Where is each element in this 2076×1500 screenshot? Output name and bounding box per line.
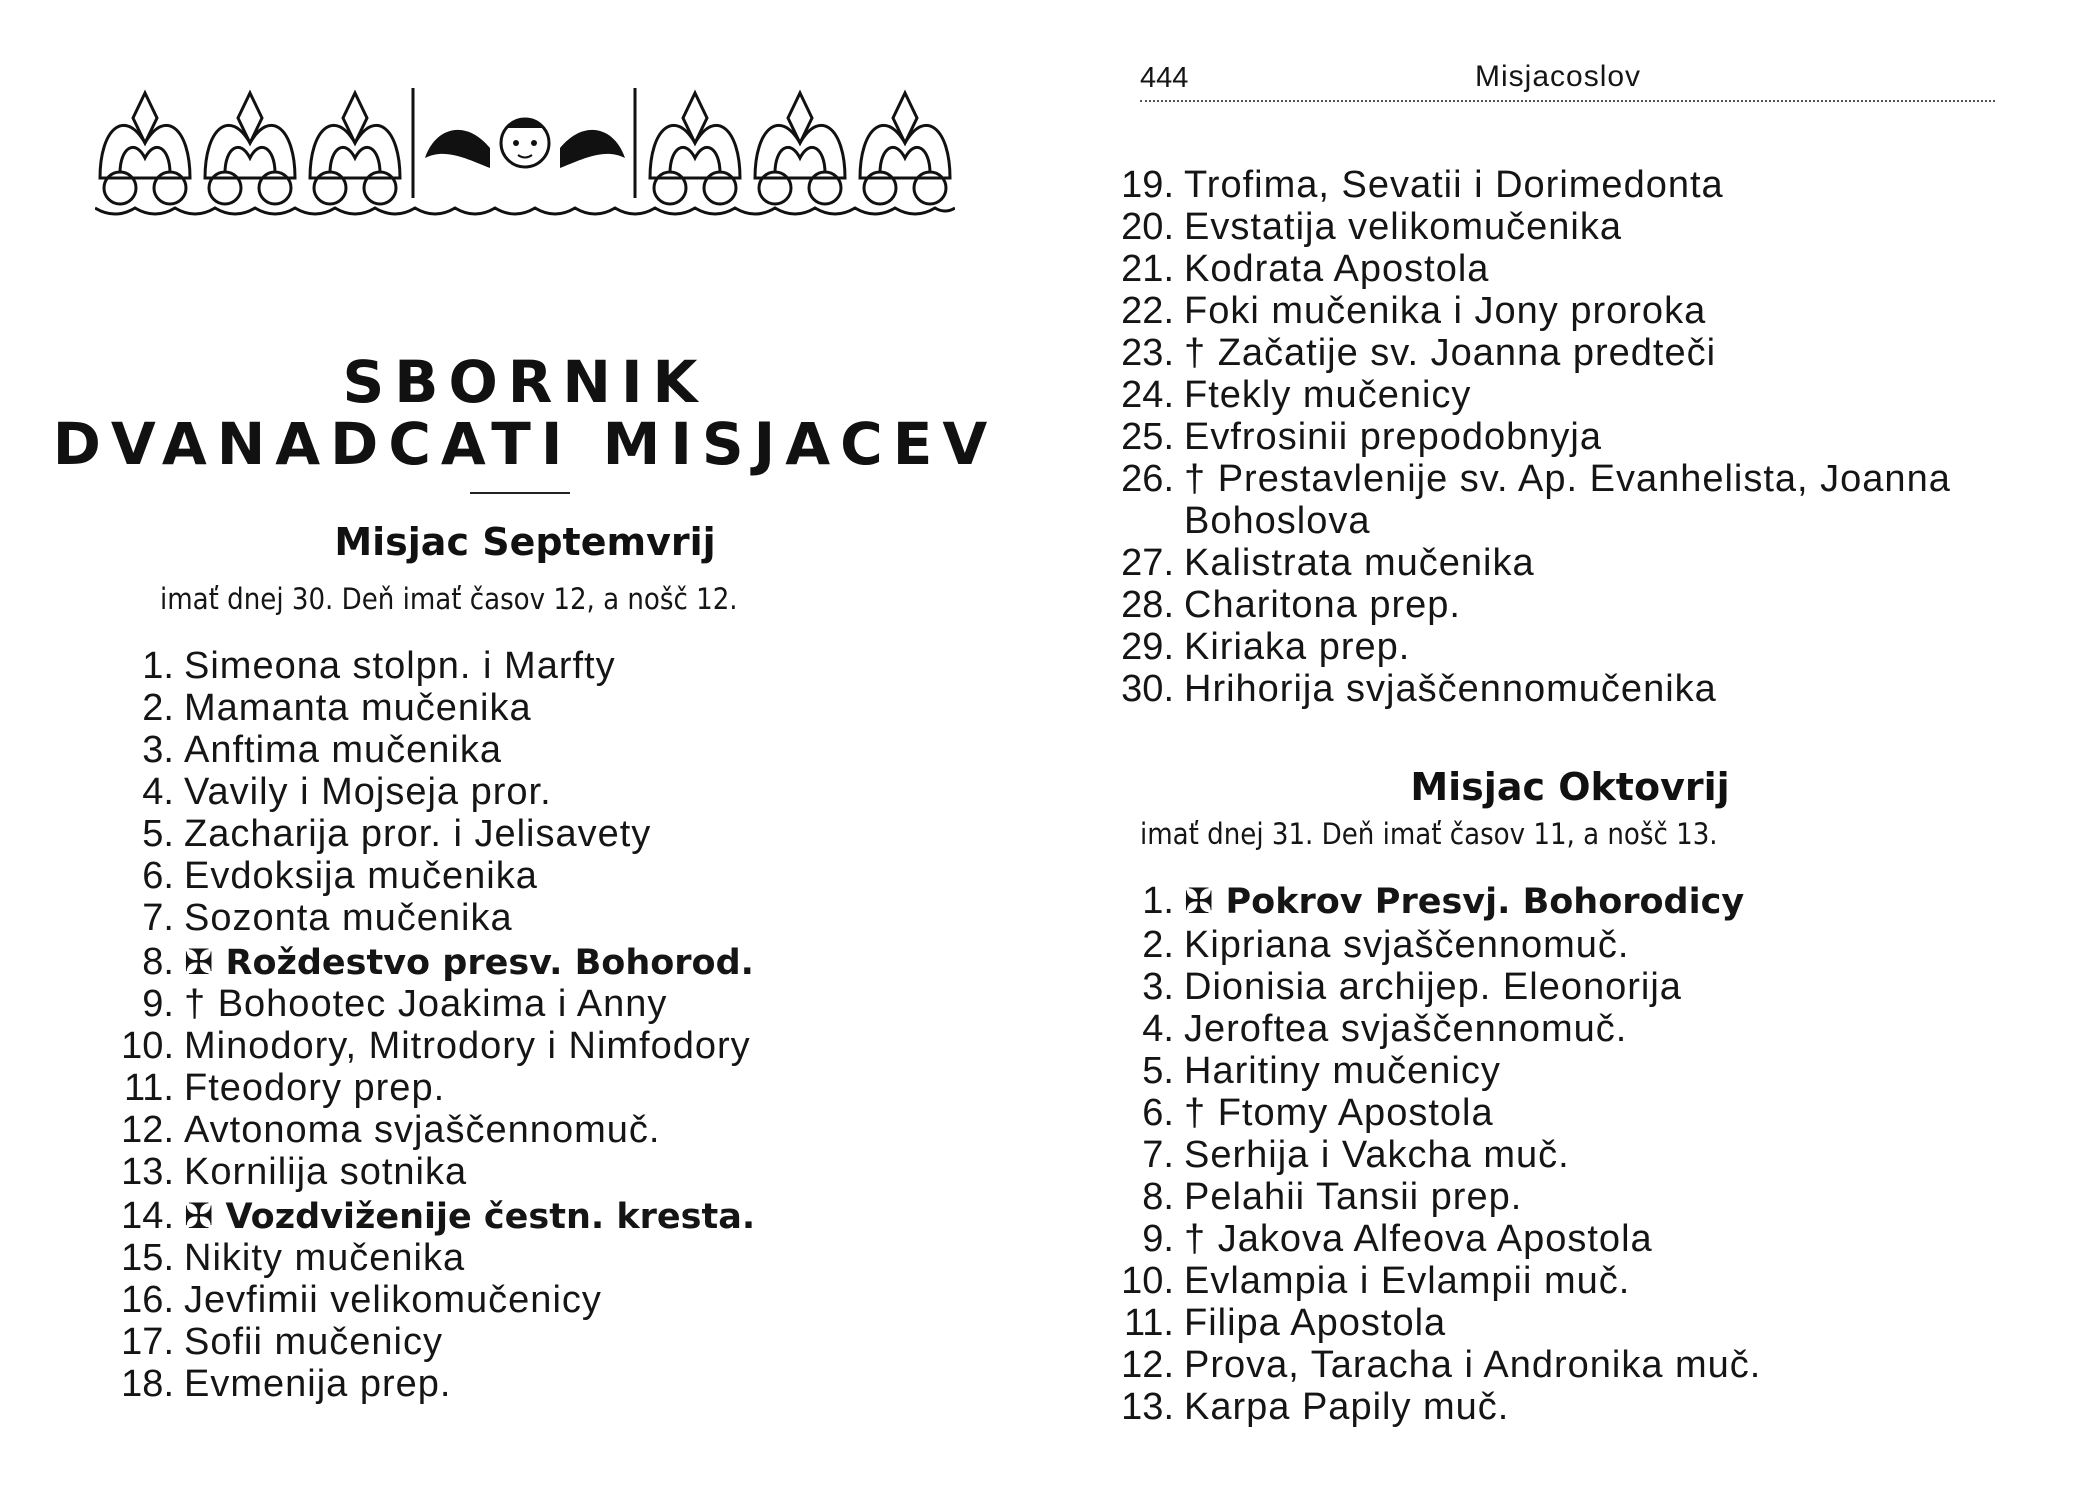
- list-item: 20. Evstatija velikomučenika: [1121, 206, 1622, 248]
- list-item: 3. Anftima mučenika: [142, 729, 503, 771]
- october-subtitle: imať dnej 31. Deň imať časov 11, a nošč 13.: [1140, 817, 1718, 851]
- left-page: [0, 0, 1010, 1500]
- list-item: 25. Evfrosinii prepodobnyja: [1121, 416, 1603, 458]
- list-item: 11. Filipa Apostola: [1123, 1302, 1447, 1344]
- book-title-line-2: DVANADCATI MISJACEV: [52, 410, 998, 478]
- list-item: 7. Sozonta mučenika: [142, 897, 513, 939]
- september-subtitle: imať dnej 30. Deň imať časov 12, a nošč 12.: [160, 582, 738, 616]
- list-item: 4. Vavily i Mojseja pror.: [142, 771, 552, 813]
- list-item: 11. Fteodory prep.: [123, 1067, 446, 1109]
- list-item: 24. Ftekly mučenicy: [1121, 374, 1472, 416]
- list-item: 16. Jevfimii velikomučenicy: [121, 1279, 602, 1321]
- october-heading: Misjac Oktovrij: [1410, 765, 1730, 809]
- list-item: 10. Minodory, Mitrodory i Nimfodory: [121, 1025, 751, 1067]
- list-item: 3. Dionisia archijep. Eleonorija: [1142, 966, 1682, 1008]
- list-item: 17. Sofii mučenicy: [121, 1321, 443, 1363]
- list-item: 6. Evdoksija mučenika: [142, 855, 538, 897]
- list-item: 12. Avtonoma svjaščennomuč.: [121, 1109, 661, 1151]
- list-item: 23. † Začatije sv. Joanna predteči: [1121, 332, 1717, 374]
- list-item: 18. Evmenija prep.: [121, 1363, 452, 1405]
- angel-ornament-icon: [95, 88, 955, 218]
- list-item: 14. ✠ Vozdviženije čestn. kresta.: [121, 1195, 756, 1237]
- running-title: Misjacoslov: [1475, 60, 1642, 93]
- list-item: 4. Jeroftea svjaščennomuč.: [1142, 1008, 1628, 1050]
- list-item: 26. † Prestavlenije sv. Ap. Evanhelista, Joanna Bohoslova: [1121, 458, 1951, 542]
- list-item: 28. Charitona prep.: [1121, 584, 1461, 626]
- list-item: 5. Zacharija pror. i Jelisavety: [142, 813, 652, 855]
- book-title-line-1: SBORNIK: [342, 348, 708, 416]
- list-item: 12. Prova, Taracha i Andronika muč.: [1121, 1344, 1762, 1386]
- list-item: 29. Kiriaka prep.: [1121, 626, 1411, 668]
- list-item: 8. ✠ Roždestvo presv. Bohorod.: [142, 941, 754, 983]
- page-number: 444: [1140, 62, 1189, 94]
- list-item: 13. Karpa Papily muč.: [1121, 1386, 1510, 1428]
- list-item: 7. Serhija i Vakcha muč.: [1142, 1134, 1570, 1176]
- list-item: 19. Trofima, Sevatii i Dorimedonta: [1121, 164, 1724, 206]
- list-item: 2. Mamanta mučenika: [142, 687, 532, 729]
- list-item: 6. † Ftomy Apostola: [1142, 1092, 1494, 1134]
- list-item: 5. Haritiny mučenicy: [1142, 1050, 1501, 1092]
- list-item: 15. Nikity mučenika: [121, 1237, 466, 1279]
- list-item: 2. Kipriana svjaščennomuč.: [1142, 924, 1630, 966]
- title-divider: [470, 492, 570, 494]
- header-dotted-rule: [1140, 100, 1995, 102]
- list-item: 9. † Bohootec Joakima i Anny: [142, 983, 668, 1025]
- list-item: 21. Kodrata Apostola: [1121, 248, 1490, 290]
- list-item: 30. Hrihorija svjaščennomučenika: [1121, 668, 1717, 710]
- september-heading: Misjac Septemvrij: [334, 520, 716, 564]
- list-item: 10. Evlampia i Evlampii muč.: [1121, 1260, 1631, 1302]
- list-item: 8. Pelahii Tansii prep.: [1142, 1176, 1523, 1218]
- list-item: 9. † Jakova Alfeova Apostola: [1142, 1218, 1653, 1260]
- list-item: 1. ✠ Pokrov Presvj. Bohorodicy: [1142, 880, 1745, 922]
- list-item: 1. Simeona stolpn. i Marfty: [142, 645, 616, 687]
- list-item: 22. Foki mučenika i Jony proroka: [1121, 290, 1707, 332]
- list-item: 27. Kalistrata mučenika: [1121, 542, 1535, 584]
- list-item: 13. Kornilija sotnika: [121, 1151, 468, 1193]
